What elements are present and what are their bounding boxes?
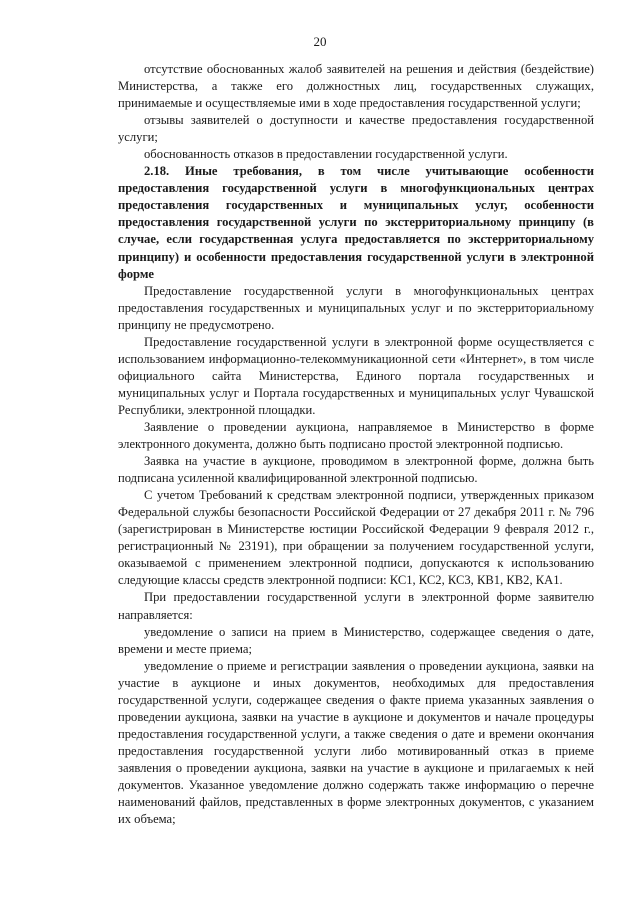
paragraph: Предоставление государственной услуги в многофункциональных центрах предоставления государственных и муниципальных услуг и по экстерриториальному принципу не предусмотрено. bbox=[118, 283, 594, 332]
paragraph: Заявка на участие в аукционе, проводимом в электронной форме, должна быть подписана усиленной квалифицированной электронной подписью. bbox=[118, 454, 594, 486]
paragraph: отсутствие обоснованных жалоб заявителей на решения и действия (бездействие) Министерства, а также его должностных лиц, государственных служащих, принимаемые и осуществляемые ими в ходе предоставления государственной услуги; bbox=[118, 62, 594, 111]
paragraph: Заявление о проведении аукциона, направляемое в Министерство в форме электронного документа, должно быть подписано простой электронной подписью. bbox=[118, 419, 594, 452]
section-heading: 2.18. Иные требования, в том числе учитывающие особенности предоставления государственной услуги в многофункциональных центрах предоставления государственных и муниципальных услуг, особенности предоставления государственной услуги по экстерриториальному принципу (в случае, если государственная услуга предоставляется по экстерриториальному принципу) и особенности предоставления государственной услуги в электронной форме bbox=[118, 164, 594, 281]
paragraph: обоснованность отказов в предоставлении государственной услуги. bbox=[144, 147, 508, 162]
paragraph: Предоставление государственной услуги в электронной форме осуществляется с использованием информационно-телекоммуникационной сети «Интернет», в том числе официального сайта Министерства, Единого портала государственных и муниципальных услуг и Портала государственных и муниципальных услуг Чувашской Республики, электронной площадки. bbox=[118, 334, 594, 417]
paragraph: уведомление о приеме и регистрации заявления о проведении аукциона, заявки на участие в аукционе и иных документов, необходимых для предоставления государственной услуги, содержащее сведения о факте приема указанных заявления о проведении аукциона, заявки на участие в аукционе и документов и начале процедуры предоставления государственной услуги, а также сведения о дате и времени окончания предоставления государственной услуги либо мотивированный отказ в приеме заявления о проведении аукциона, заявки на участие в аукционе и прилагаемых к ней документов. Указанное уведомление должно содержать также информацию о перечне наименований файлов, представленных в форме электронных документов, с указанием их объема; bbox=[118, 658, 594, 827]
page-number: 20 bbox=[313, 34, 327, 49]
paragraph: При предоставлении государственной услуги в электронной форме заявителю направляется: bbox=[118, 590, 594, 622]
page-body bbox=[118, 61, 594, 828]
paragraph: отзывы заявителей о доступности и качестве предоставления государственной услуги; bbox=[118, 113, 594, 145]
paragraph: уведомление о записи на прием в Министерство, содержащее сведения о дате, времени и месте приема; bbox=[118, 624, 594, 656]
paragraph: С учетом Требований к средствам электронной подписи, утвержденных приказом Федеральной службы безопасности Российской Федерации от 27 декабря 2011 г. № 796 (зарегистрирован в Министерстве юстиции Российской Федерации 9 февраля 2012 г., регистрационный № 23191), при обращении за получением государственной услуги, оказываемой с применением электронной подписи, допускаются к использованию следующие классы средств электронной подписи: КС1, КС2, КС3, КВ1, КВ2, КА1. bbox=[118, 488, 594, 588]
